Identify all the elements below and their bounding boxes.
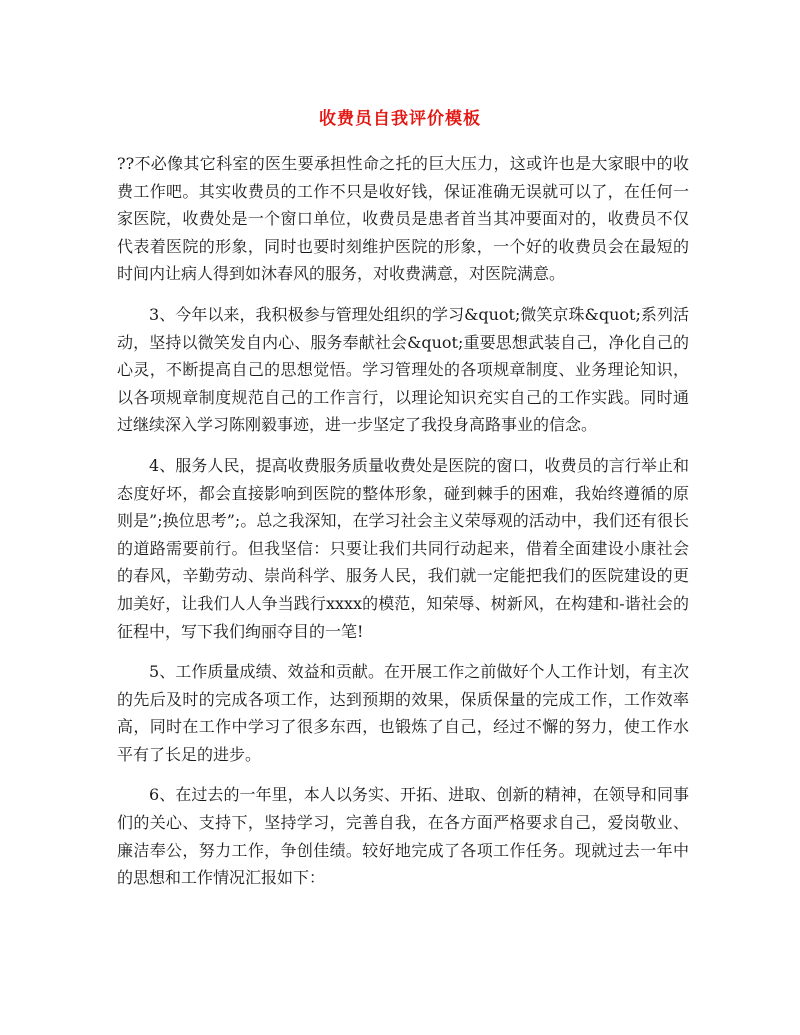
paragraph-intro: ??不必像其它科室的医生要承担性命之托的巨大压力，这或许也是大家眼中的收费工作吧。其实收费员的工作不只是收好钱，保证准确无误就可以了，在任何一家医院，收费处是一个窗口单位，收费员是患者首当其冲要面对的，收费员不仅代表着医院的形象，同时也要时刻维护医院的形象，一个好的收费员会在最短的时间内让病人得到如沐春风的服务，对收费满意，对医院满意。 xyxy=(117,154,689,284)
paragraph-item-3: 3、今年以来，我积极参与管理处组织的学习&quot;微笑京珠&quot;系列活动，坚持以微笑发自内心、服务奉献社会&quot;重要思想武装自己，净化自己的心灵，不断提高自己的思想觉悟。学习管理处的各项规章制度、业务理论知识，以各项规章制度规范自己的工作言行，以理论知识充实自己的工作实践。同时通过继续深入学习陈刚毅事迹，进一步坚定了我投身高路事业的信念。 xyxy=(117,304,689,435)
paragraph-item-5: 5、工作质量成绩、效益和贡献。在开展工作之前做好个人工作计划，有主次的先后及时的完成各项工作，达到预期的效果，保质保量的完成工作，工作效率高，同时在工作中学习了很多东西，也锻炼了自己，经过不懈的努力，使工作水平有了长足的进步。 xyxy=(117,662,689,764)
document-body xyxy=(117,150,689,892)
paragraph-item-6: 6、在过去的一年里，本人以务实、开拓、进取、创新的精神，在领导和同事们的关心、支持下，坚持学习，完善自我，在各方面严格要求自己，爱岗敬业、廉洁奉公，努力工作，争创佳绩。较好地完成了各项工作任务。现就过去一年中的思想和工作情况汇报如下： xyxy=(117,785,689,888)
document-title: 收费员自我评价模板 xyxy=(319,109,481,129)
paragraph-item-4: 4、服务人民，提高收费服务质量收费处是医院的窗口，收费员的言行举止和态度好坏，都会直接影响到医院的整体形象，碰到棘手的困难，我始终遵循的原则是”;换位思考”;。总之我深知，在学习社会主义荣辱观的活动中，我们还有很长的道路需要前行。但我坚信：只要让我们共同行动起来，借着全面建设小康社会的春风，辛勤劳动、崇尚科学、服务人民，我们就一定能把我们的医院建设的更加美好，让我们人人争当践行xxxx的模范，知荣辱、树新风，在构建和-谐社会的征程中，写下我们绚丽夺目的一笔! xyxy=(117,455,689,641)
